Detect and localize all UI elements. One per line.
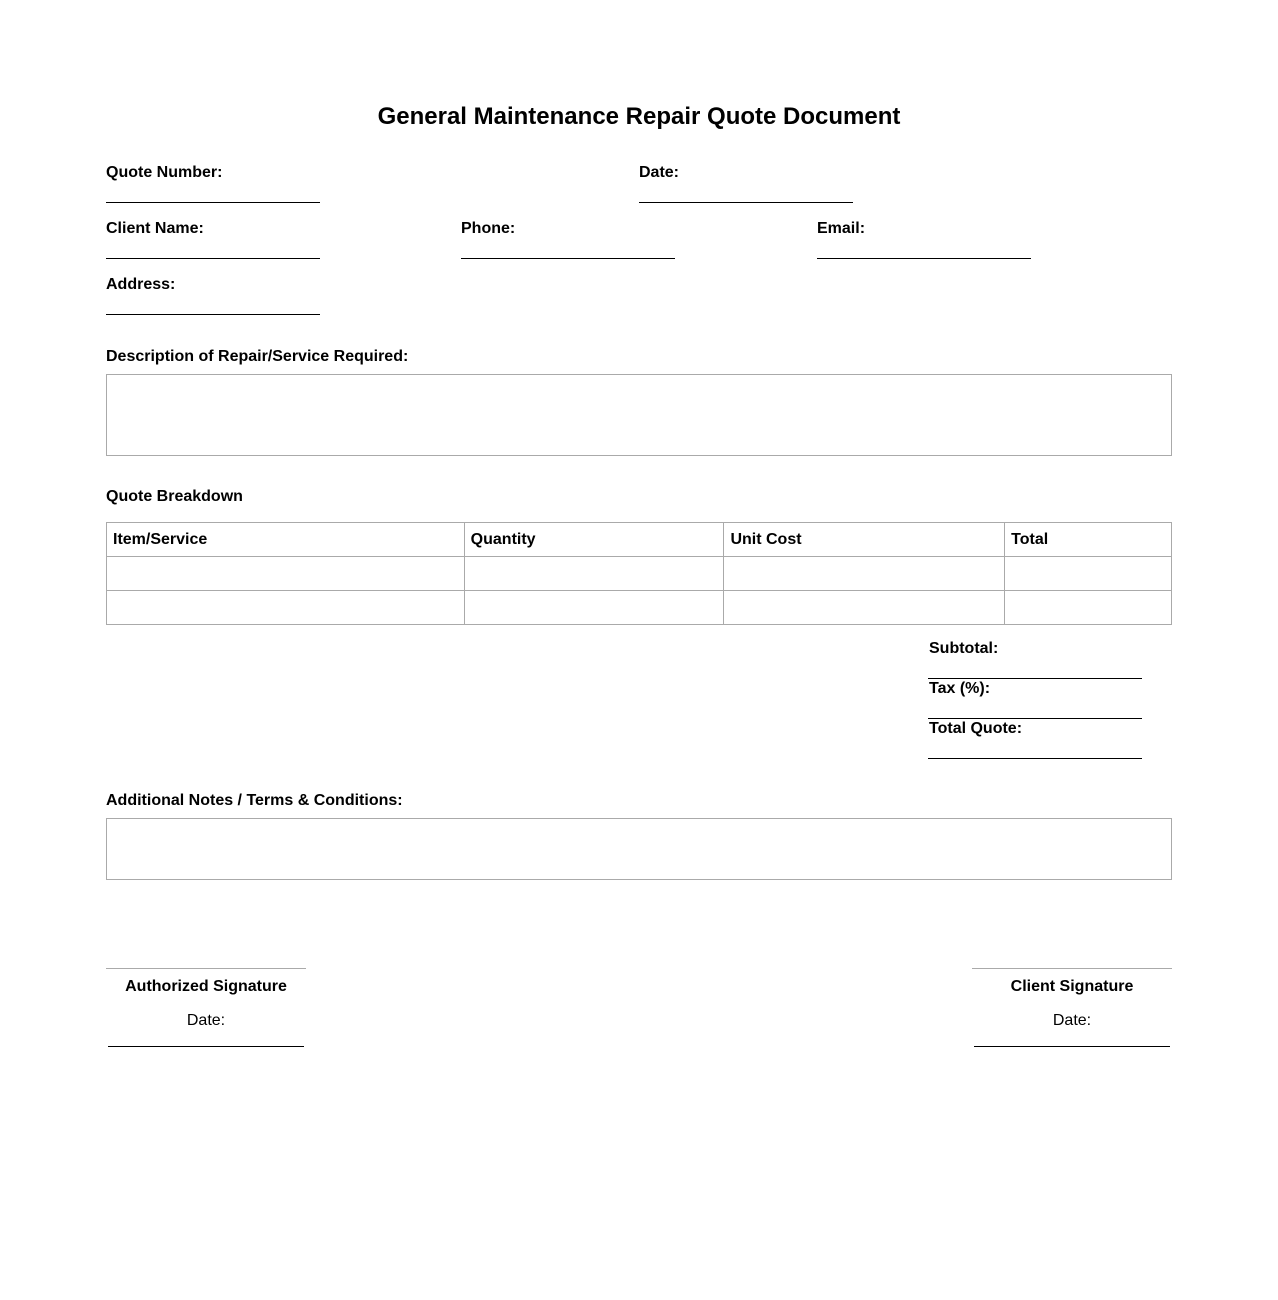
tax-label: Tax (%):	[929, 680, 991, 697]
table-cell-unit-cost[interactable]	[724, 557, 1005, 591]
notes-label: Additional Notes / Terms & Conditions:	[106, 792, 403, 809]
table-cell-quantity[interactable]	[464, 591, 724, 625]
client-date-label: Date:	[1052, 1012, 1092, 1029]
description-textarea[interactable]	[106, 374, 1172, 456]
client-date-field[interactable]	[974, 1046, 1170, 1047]
quote-number-field[interactable]	[106, 202, 320, 203]
column-header-total: Total	[1005, 523, 1172, 557]
subtotal-field[interactable]	[928, 678, 1142, 679]
authorized-date-label: Date:	[186, 1012, 226, 1029]
column-header-quantity: Quantity	[464, 523, 724, 557]
client-name-label: Client Name:	[106, 220, 204, 237]
phone-field[interactable]	[461, 258, 675, 259]
table-cell-item[interactable]	[107, 557, 465, 591]
description-label: Description of Repair/Service Required:	[106, 348, 409, 365]
table-cell-unit-cost[interactable]	[724, 591, 1005, 625]
date-field[interactable]	[639, 202, 853, 203]
subtotal-label: Subtotal:	[929, 640, 999, 657]
email-label: Email:	[817, 220, 866, 237]
column-header-item-service: Item/Service	[107, 523, 465, 557]
quote-number-label: Quote Number:	[106, 164, 223, 181]
authorized-signature-line[interactable]	[106, 968, 306, 969]
quote-breakdown-table	[106, 522, 1172, 625]
table-row	[107, 557, 1172, 591]
client-signature-label: Client Signature	[1010, 978, 1134, 995]
authorized-date-field[interactable]	[108, 1046, 304, 1047]
notes-textarea[interactable]	[106, 818, 1172, 880]
phone-label: Phone:	[461, 220, 516, 237]
table-row	[107, 591, 1172, 625]
table-cell-total[interactable]	[1005, 557, 1172, 591]
table-cell-item[interactable]	[107, 591, 465, 625]
column-header-unit-cost: Unit Cost	[724, 523, 1005, 557]
document-title: General Maintenance Repair Quote Document	[377, 103, 901, 130]
table-cell-quantity[interactable]	[464, 557, 724, 591]
quote-breakdown-heading: Quote Breakdown	[106, 488, 243, 505]
address-field[interactable]	[106, 314, 320, 315]
tax-field[interactable]	[928, 718, 1142, 719]
address-label: Address:	[106, 276, 176, 293]
total-quote-label: Total Quote:	[929, 720, 1023, 737]
table-cell-total[interactable]	[1005, 591, 1172, 625]
email-field[interactable]	[817, 258, 1031, 259]
date-label: Date:	[639, 164, 680, 181]
authorized-signature-label: Authorized Signature	[125, 978, 287, 995]
total-quote-field[interactable]	[928, 758, 1142, 759]
client-signature-line[interactable]	[972, 968, 1172, 969]
table-header-row	[107, 523, 1172, 557]
client-name-field[interactable]	[106, 258, 320, 259]
